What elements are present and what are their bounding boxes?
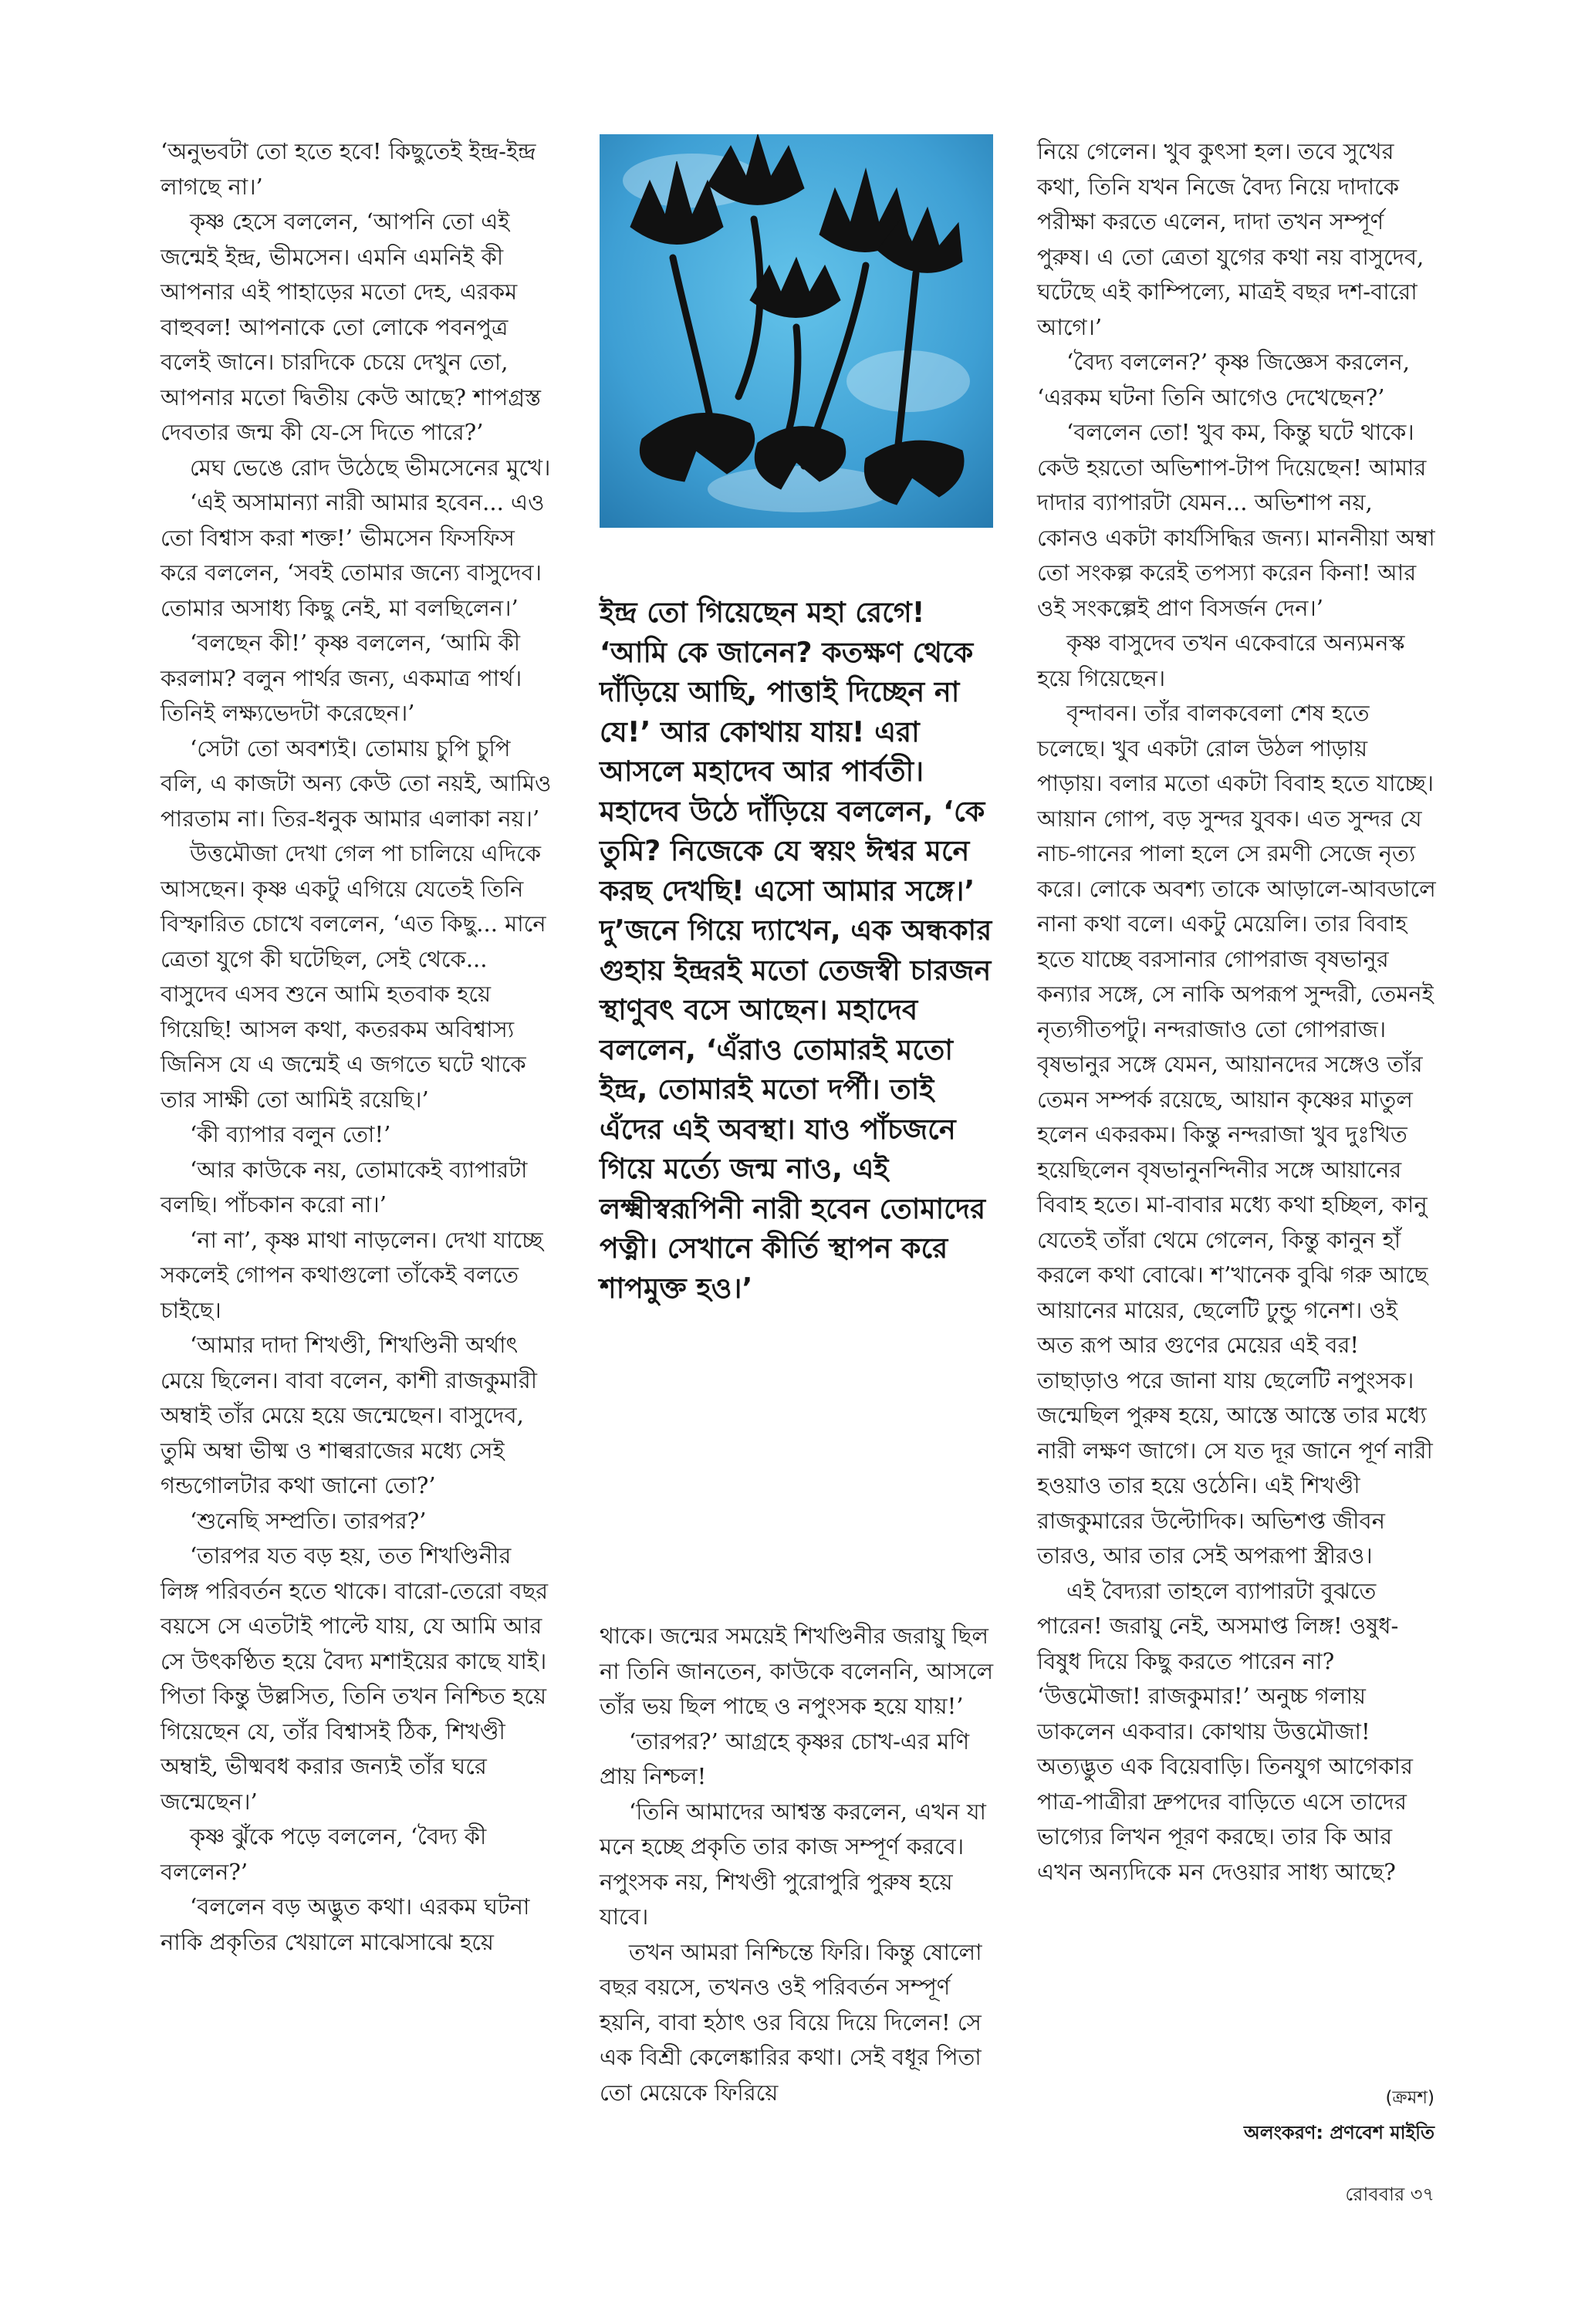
paragraph: ‘আর কাউকে নয়, তোমাকেই ব্যাপারটা বলছি। পাঁচকান করো না।’	[161, 1156, 528, 1218]
paragraph: তখন আমরা নিশ্চিন্তে ফিরি। কিন্তু ষোলো বছর বয়সে, তখনও ওই পরিবর্তন সম্পূর্ণ হয়নি, বাবা হঠাৎ ওর বিয়ে দিয়ে দিলেন! সে এক বিশ্রী কেলেঙ্কারির কথা। সেই বধূর পিতা তো মেয়েকে ফিরিয়ে	[600, 1938, 982, 2106]
serial-continued-note: (ক্রমশ)	[1385, 2088, 1434, 2108]
page-folio: রোববার ৩৭	[1345, 2184, 1434, 2205]
paragraph: থাকে। জন্মের সময়েই শিখণ্ডিনীর জরায়ু ছিল না তিনি জানতেন, কাউকে বলেননি, আসলে তাঁর ভয় ছিল পাছে ও নপুংসক হয়ে যায়!’	[600, 1623, 994, 1719]
illustration-credit: অলংকরণ: প্রণবেশ মাইতি	[1243, 2122, 1434, 2143]
pull-quote-text: ইন্দ্র তো গিয়েছেন মহা রেগে! ‘আমি কে জানেন? কতক্ষণ থেকে দাঁড়িয়ে আছি, পাত্তাই দিচ্ছেন না যে!’ আর কোথায় যায়! এরা আসলে মহাদেব আর পার্বতী। মহাদেব উঠে দাঁড়িয়ে বললেন, ‘কে তুমি? নিজেকে যে স্বয়ং ঈশ্বর মনে করছ দেখছি! এসো আমার সঙ্গে।’ দু’জনে গিয়ে দ্যাখেন, এক অন্ধকার গুহায় ইন্দ্ররই মতো তেজস্বী চারজন স্থাণুবৎ বসে আছেন। মহাদেব বললেন, ‘এঁরাও তোমারই মতো ইন্দ্র, তোমারই মতো দর্পী। তাই এঁদের এই অবস্থা। যাও পাঁচজনে গিয়ে মর্ত্যে জন্ম নাও, এই লক্ষ্মীস্বরূপিনী নারী হবেন তোমাদের পত্নী। সেখানে কীর্তি স্থাপন করে শাপমুক্ত হও।’	[600, 596, 992, 1305]
paragraph: ‘আমার দাদা শিখণ্ডী, শিখণ্ডিনী অর্থাৎ মেয়ে ছিলেন। বাবা বলেন, কাশী রাজকুমারী অম্বাই তাঁর মেয়ে হয়ে জন্মেছেন। বাসুদেব, তুমি অম্বা ভীষ্ম ও শাল্বরাজের মধ্যে সেই গন্ডগোলটার কথা জানো তো?’	[161, 1332, 538, 1498]
paragraph: ‘অনুভবটা তো হতে হবে! কিছুতেই ইন্দ্র-ইন্দ্র লাগছে না।’	[161, 138, 536, 200]
paragraph: উত্তমৌজা দেখা গেল পা চালিয়ে এদিকে আসছেন। কৃষ্ণ একটু এগিয়ে যেতেই তিনি বিস্ফারিত চোখে বললেন, ‘এত কিছু... মানে ত্রেতা যুগে কী ঘটেছিল, সেই থেকে... বাসুদেব এসব শুনে আমি হতবাক হয়ে গিয়েছি! আসল কথা, কতরকম অবিশ্বাস্য জিনিস যে এ জন্মেই এ জগতে ঘটে থাকে তার সাক্ষী তো আমিই রয়েছি।’	[161, 840, 546, 1113]
paragraph: ‘তিনি আমাদের আশ্বস্ত করলেন, এখন যা মনে হচ্ছে প্রকৃতি তার কাজ সম্পূর্ণ করবে। নপুংসক নয়, শিখণ্ডী পুরোপুরি পুরুষ হয়ে যাবে।	[600, 1798, 986, 1930]
story-column-left	[161, 134, 556, 1960]
story-column-right	[1037, 134, 1438, 1890]
story-column-middle	[600, 1619, 996, 2110]
paragraph: বৃন্দাবন। তাঁর বালকবেলা শেষ হতে চলেছে। খুব একটা রোল উঠল পাড়ায় পাড়ায়। বলার মতো একটা বিবাহ হতে যাচ্ছে। আয়ান গোপ, বড় সুন্দর যুবক। এত সুন্দর যে নাচ-গানের পালা হলে সে রমণী সেজে নৃত্য করে। লোকে অবশ্য তাকে আড়ালে-আবডালে নানা কথা বলে। একটু মেয়েলি। তার বিবাহ হতে যাচ্ছে বরসানার গোপরাজ বৃষভানুর কন্যার সঙ্গে, সে নাকি অপরূপ সুন্দরী, তেমনই নৃত্যগীতপটু। নন্দরাজাও তো গোপরাজ। বৃষভানুর সঙ্গে যেমন, আয়ানদের সঙ্গেও তাঁর তেমন সম্পর্ক রয়েছে, আয়ান কৃষ্ণের মাতুল হলেন একরকম। কিন্তু নন্দরাজা খুব দুঃখিত হয়েছিলেন বৃষভানুনন্দিনীর সঙ্গে আয়ানের বিবাহ হতে। মা-বাবার মধ্যে কথা হচ্ছিল, কানু যেতেই তাঁরা থেমে গেলেন, কিন্তু কানুন হাঁ করলে কথা বোঝে। শ’খানেক বুঝি গরু আছে আয়ানের মায়ের, ছেলেটি ঢুন্ডু গনেশ। ওই অত রূপ আর গুণের মেয়ের এই বর! তাছাড়াও পরে জানা যায় ছেলেটি নপুংসক। জন্মেছিল পুরুষ হয়ে, আস্তে আস্তে তার মধ্যে নারী লক্ষণ জাগে। সে যত দূর জানে পূর্ণ নারী হওয়াও তার হয়ে ওঠেনি। এই শিখণ্ডী রাজকুমারের উল্টোদিক। অভিশপ্ত জীবন তারও, আর তার সেই অপরূপা স্ত্রীরও।	[1037, 700, 1436, 1569]
paragraph: ‘বললেন বড় অদ্ভুত কথা। এরকম ঘটনা নাকি প্রকৃতির খেয়ালে মাঝেসাঝে হয়ে	[161, 1893, 530, 1955]
paragraph: ‘কী ব্যাপার বলুন তো!’	[190, 1121, 391, 1147]
paragraph: কৃষ্ণ ঝুঁকে পড়ে বললেন, ‘বৈদ্য কী বললেন?’	[161, 1823, 487, 1885]
paragraph: ‘বললেন তো! খুব কম, কিন্তু ঘটে থাকে। কেউ হয়তো অভিশাপ-টাপ দিয়েছেন! আমার দাদার ব্যাপারটা যেমন... অভিশাপ নয়, কোনও একটা কার্যসিদ্ধির জন্য। মাননীয়া অম্বা তো সংকল্প করেই তপস্যা করেন কিনা! আর ওই সংকল্পেই প্রাণ বিসর্জন দেন।’	[1037, 419, 1435, 621]
paragraph: কৃষ্ণ বাসুদেব তখন একেবারে অন্যমনস্ক হয়ে গিয়েছেন।	[1037, 630, 1405, 691]
paragraph: ‘শুনেছি সম্প্রতি। তারপর?’	[190, 1507, 427, 1534]
paragraph: ‘না না’, কৃষ্ণ মাথা নাড়লেন। দেখা যাচ্ছে সকলেই গোপন কথাগুলো তাঁকেই বলতে চাইছে।	[161, 1226, 543, 1323]
paragraph: ‘সেটা তো অবশ্যই। তোমায় চুপি চুপি বলি, এ কাজটা অন্য কেউ তো নয়ই, আমিও পারতাম না। তির-ধনুক আমার এলাকা নয়।’	[161, 735, 552, 832]
paragraph: ‘বলছেন কী!’ কৃষ্ণ বললেন, ‘আমি কী করলাম? বলুন পার্থর জন্য, একমাত্র পার্থ। তিনিই লক্ষ্যভেদটা করেছেন।’	[161, 630, 522, 726]
paragraph: এই বৈদ্যরা তাহলে ব্যাপারটা বুঝতে পারেন! জরায়ু নেই, অসমাপ্ত লিঙ্গ! ওষুধ-বিষুধ দিয়ে কিছু করতে পারেন না? ‘উত্তমৌজা! রাজকুমার!’ অনুচ্চ গলায় ডাকলেন একবার। কোথায় উত্তমৌজা! অত্যদ্ভুত এক বিয়েবাড়ি। তিনযুগ আগেকার পাত্র-পাত্রীরা দ্রুপদের বাড়িতে এসে তাদের ভাগ্যের লিখন পূরণ করছে। তার কি আর এখন অন্যদিকে মন দেওয়ার সাধ্য আছে?	[1037, 1577, 1413, 1885]
paragraph: কৃষ্ণ হেসে বললেন, ‘আপনি তো এই জন্মেই ইন্দ্র, ভীমসেন। এমনি এমনিই কী আপনার এই পাহাড়ের মতো দেহ, এরকম বাহুবল! আপনাকে তো লোকে পবনপুত্র বলেই জানে। চারদিকে চেয়ে দেখুন তো, আপনার মতো দ্বিতীয় কেউ আছে? শাপগ্রস্ত দেবতার জন্ম কী যে-সে দিতে পারে?’	[161, 208, 541, 445]
paragraph: ‘বৈদ্য বললেন?’ কৃষ্ণ জিজ্ঞেস করলেন, ‘এরকম ঘটনা তিনি আগেও দেখেছেন?’	[1037, 349, 1411, 410]
paragraph: নিয়ে গেলেন। খুব কুৎসা হল। তবে সুখের কথা, তিনি যখন নিজে বৈদ্য নিয়ে দাদাকে পরীক্ষা করতে এলেন, দাদা তখন সম্পূর্ণ পুরুষ। এ তো ত্রেতা যুগের কথা নয় বাসুদেব, ঘটেছে এই কাম্পিল্যে, মাত্রই বছর দশ-বারো আগে।’	[1037, 138, 1424, 340]
paragraph: মেঘ ভেঙে রোদ উঠেছে ভীমসেনের মুখে।	[190, 454, 551, 481]
paragraph: ‘তারপর?’ আগ্রহে কৃষ্ণর চোখ-এর মণি প্রায় নিশ্চল!	[600, 1728, 970, 1789]
paragraph: ‘তারপর যত বড় হয়, তত শিখণ্ডিনীর লিঙ্গ পরিবর্তন হতে থাকে। বারো-তেরো বছর বয়সে সে এতটাই পাল্টে যায়, যে আমি আর সে উৎকণ্ঠিত হয়ে বৈদ্য মশাইয়ের কাছে যাই। পিতা কিন্তু উল্লসিত, তিনি তখন নিশ্চিত হয়ে গিয়েছেন যে, তাঁর বিশ্বাসই ঠিক, শিখণ্ডী অম্বাই, ভীষ্মবধ করার জন্যই তাঁর ঘরে জন্মেছেন।’	[161, 1542, 549, 1815]
paragraph: ‘এই অসামান্যা নারী আমার হবেন... এও তো বিশ্বাস করা শক্ত!’ ভীমসেন ফিসফিস করে বললেন, ‘সবই তোমার জন্যে বাসুদেব। তোমার অসাধ্য কিছু নেই, মা বলছিলেন।’	[161, 489, 545, 621]
pull-quote	[600, 593, 996, 1308]
lotus-illustration-icon	[600, 134, 993, 528]
